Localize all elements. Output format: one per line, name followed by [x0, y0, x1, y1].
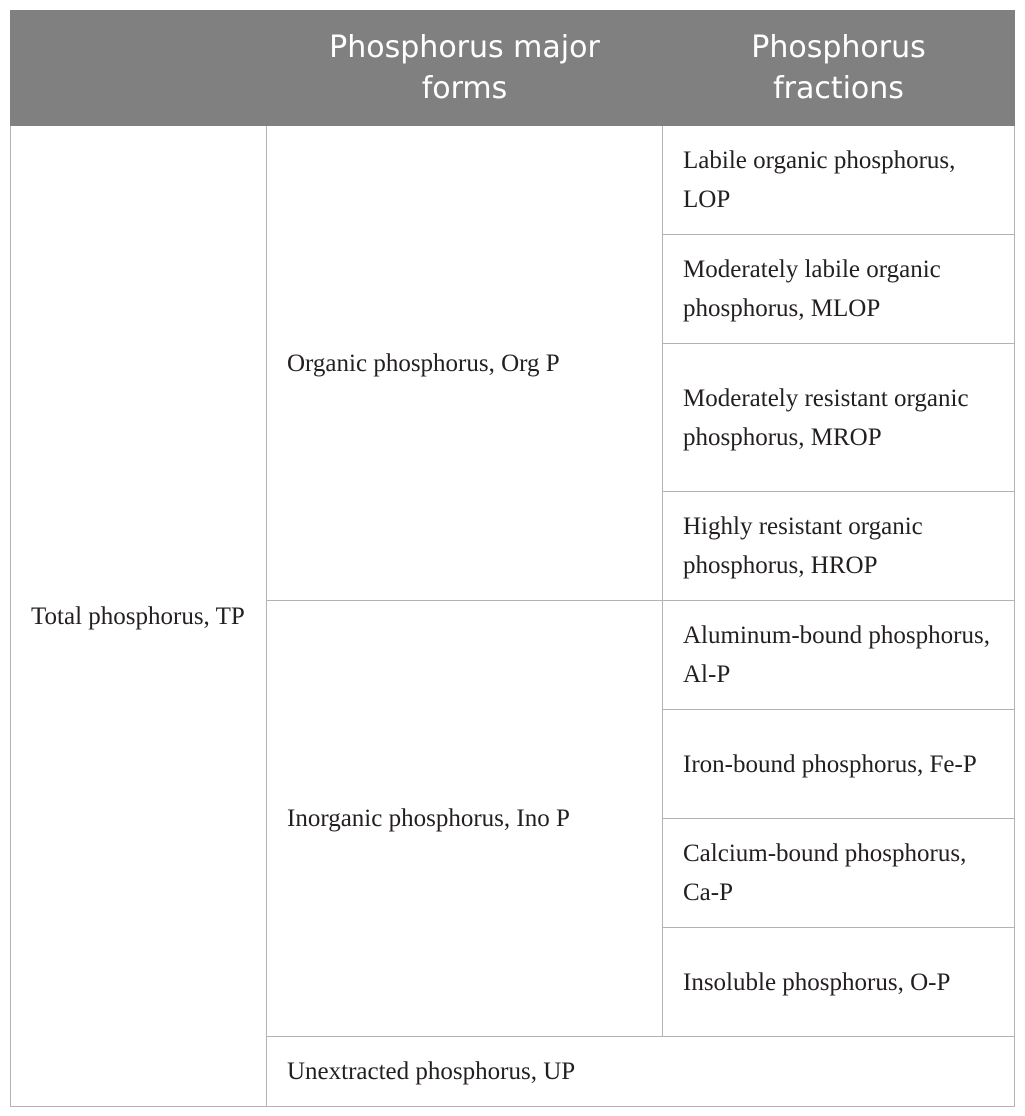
unextracted-phosphorus-cell: Unextracted phosphorus, UP — [267, 1037, 1015, 1107]
fraction-fe-p-cell: Iron-bound phosphorus, Fe-P — [663, 710, 1015, 819]
header-major-forms: Phosphorus major forms — [267, 11, 663, 126]
total-phosphorus-cell: Total phosphorus, TP — [11, 126, 267, 1107]
header-fractions: Phosphorus fractions — [663, 11, 1015, 126]
fraction-hrop-cell: Highly resistant organic phosphorus, HROP — [663, 492, 1015, 601]
fraction-lop-cell: Labile organic phosphorus, LOP — [663, 126, 1015, 235]
inorganic-phosphorus-cell: Inorganic phosphorus, Ino P — [267, 601, 663, 1037]
fraction-mlop-cell: Moderately labile organic phosphorus, MLOP — [663, 235, 1015, 344]
fraction-ca-p-cell: Calcium-bound phosphorus, Ca-P — [663, 819, 1015, 928]
fraction-al-p-cell: Aluminum-bound phosphorus, Al-P — [663, 601, 1015, 710]
organic-phosphorus-cell: Organic phosphorus, Org P — [267, 126, 663, 601]
table-row — [11, 126, 1015, 235]
fraction-o-p-cell: Insoluble phosphorus, O-P — [663, 928, 1015, 1037]
header-total — [11, 11, 267, 126]
phosphorus-fractions-table — [10, 10, 1015, 1107]
fraction-mrop-cell: Moderately resistant organic phosphorus, MROP — [663, 344, 1015, 492]
header-row — [11, 11, 1015, 126]
